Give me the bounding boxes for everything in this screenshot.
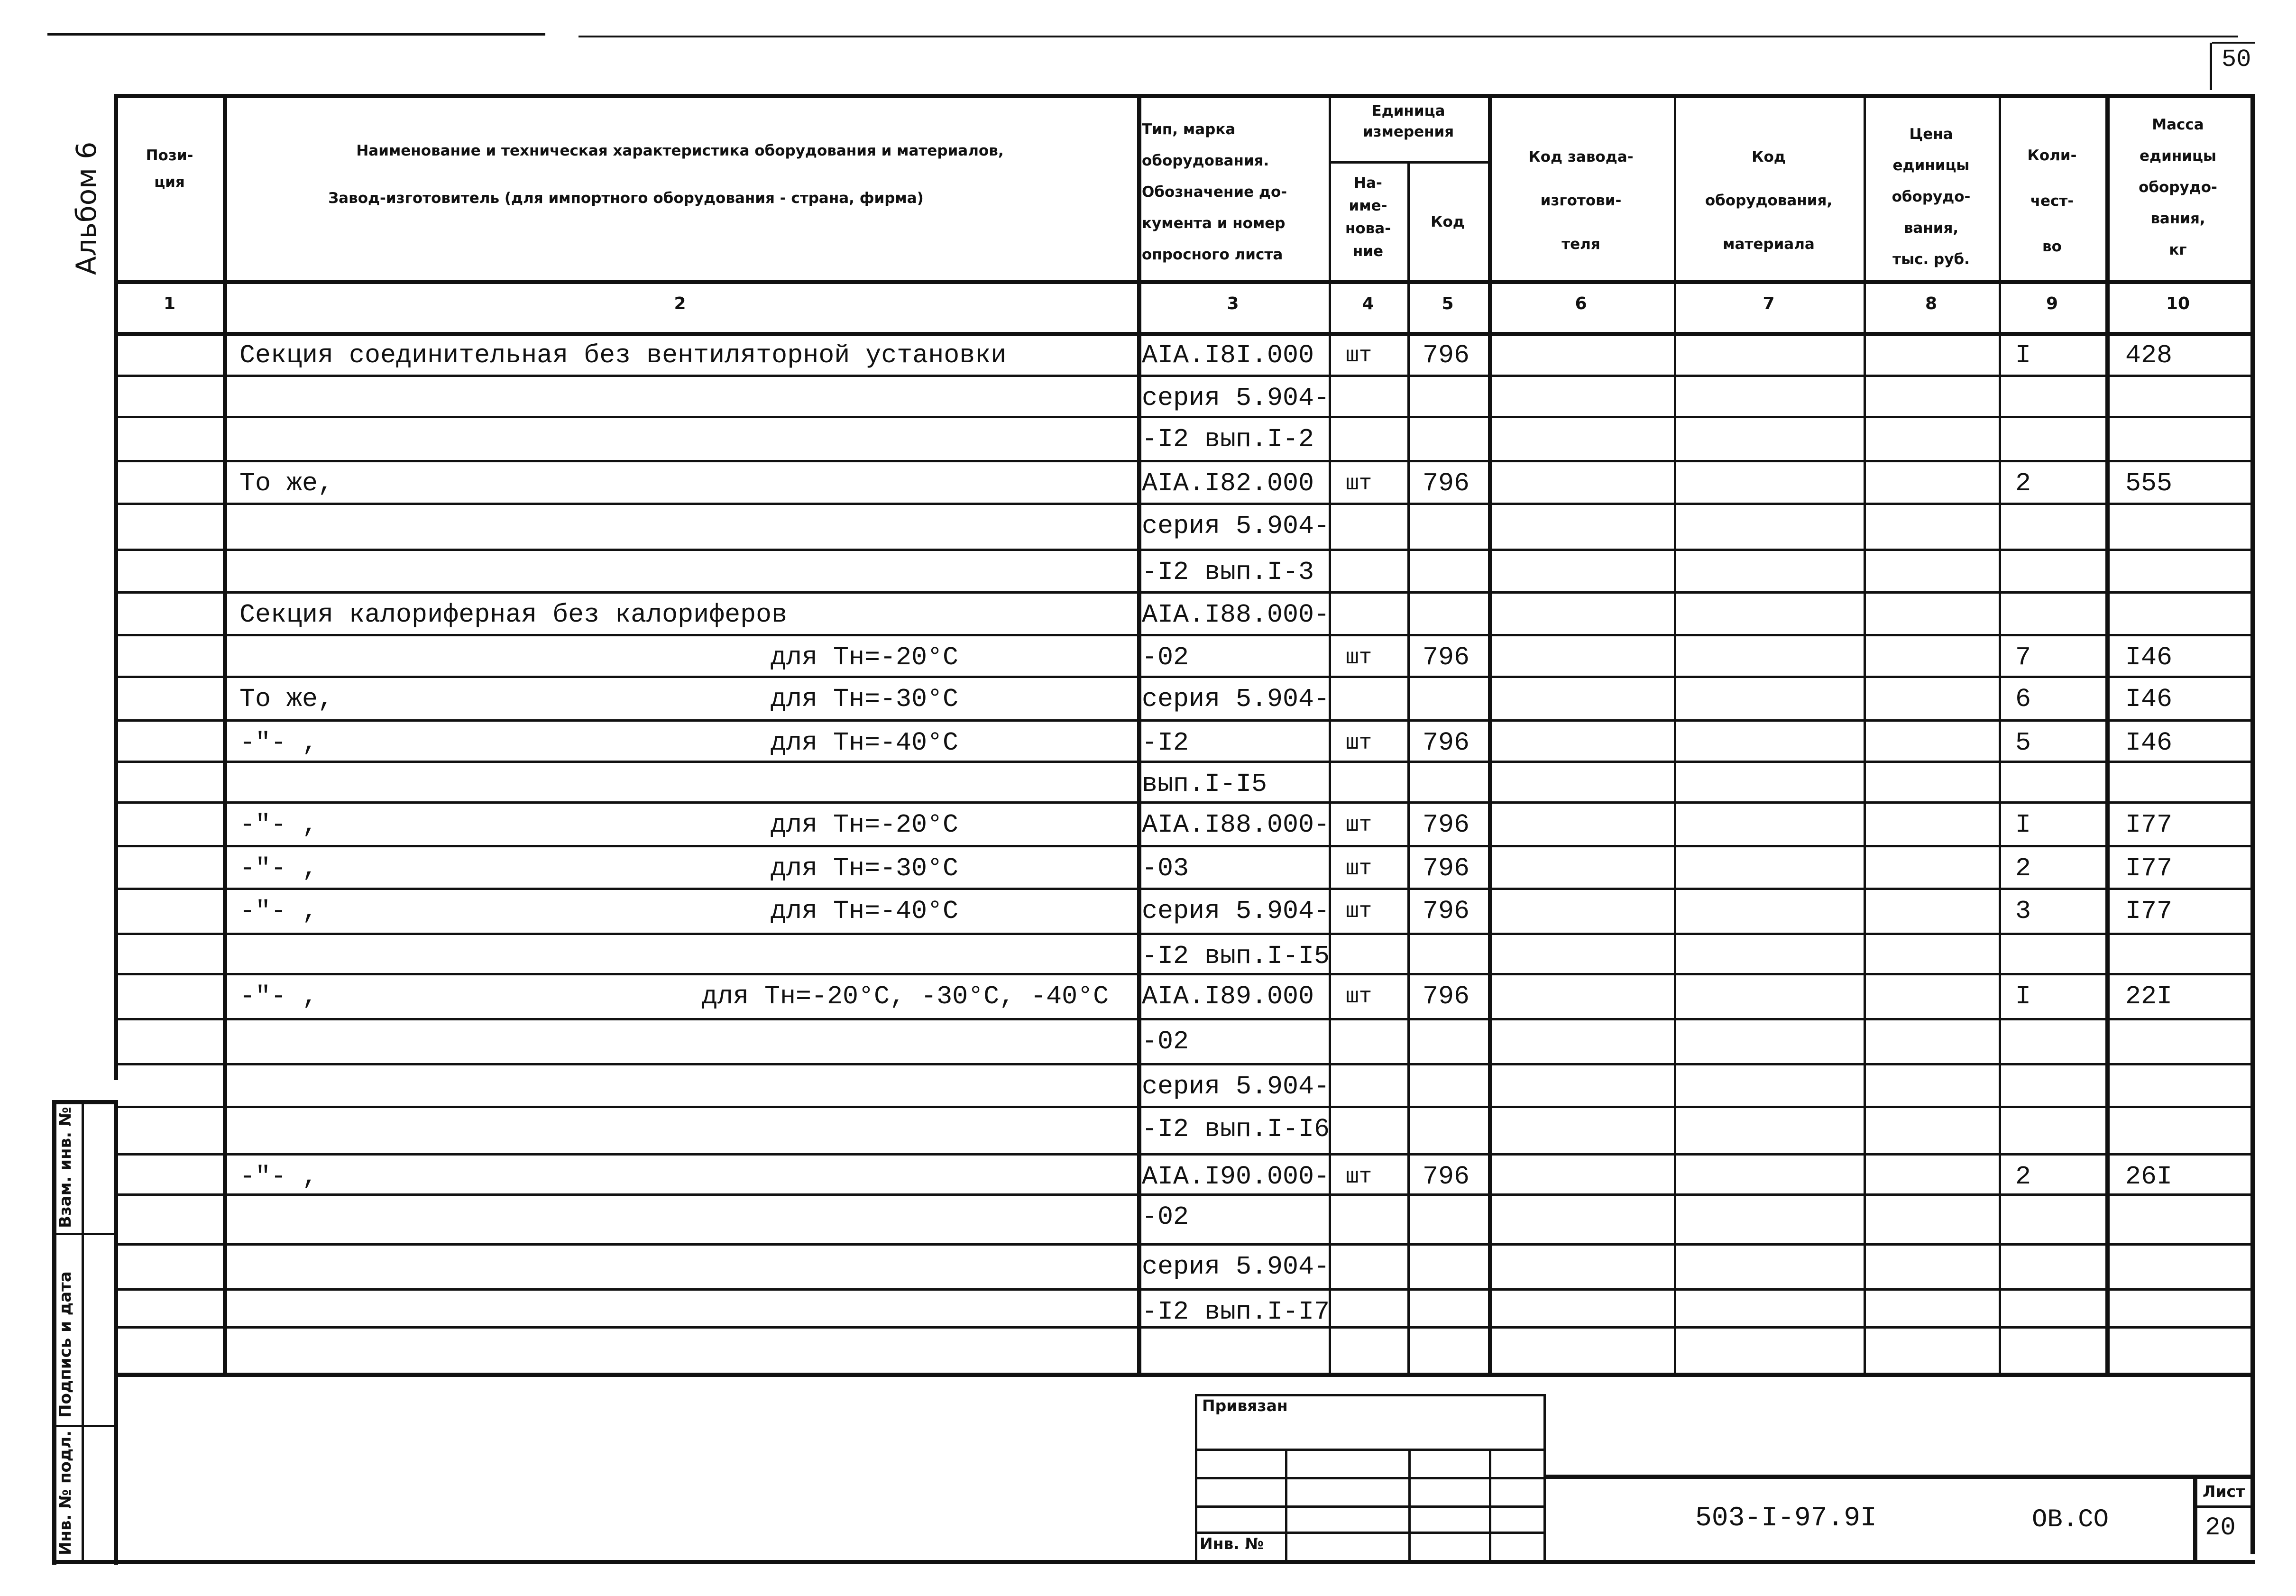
side-stamp-right (114, 1100, 118, 1565)
title-block-top (1546, 1475, 2252, 1479)
side-stamp-inv: Инв. № подл. (56, 1430, 75, 1555)
row-condition: для Тн=-40°С (771, 728, 959, 758)
colnum-4: 4 (1362, 294, 1374, 313)
row-type: -02 (1142, 642, 1189, 672)
row-mass: 555 (2125, 468, 2173, 498)
row-mass: I77 (2125, 810, 2173, 840)
row-divider (114, 801, 2252, 804)
row-name: То же, (239, 468, 334, 498)
table-right-border (2250, 94, 2255, 1554)
top-rule (47, 33, 545, 36)
doc-code: 503-I-97.9I (1695, 1503, 1877, 1534)
colnum-2: 2 (674, 294, 686, 313)
row-type: AIA.I88.000- (1142, 600, 1330, 630)
row-unit-code: 796 (1423, 896, 1470, 926)
col-divider-1 (223, 94, 227, 1374)
privyazan-vline3 (1489, 1449, 1491, 1560)
row-name: -"- , (239, 896, 318, 926)
row-type: AIA.I88.000- (1142, 810, 1330, 840)
row-type: серия 5.904- (1142, 684, 1330, 714)
header-factory-code: Код завода- изготови- теля (1528, 148, 1634, 253)
col-divider-8 (1999, 94, 2001, 1374)
colnum-1: 1 (163, 294, 176, 313)
top-rule-2 (579, 36, 2238, 37)
row-type: -I2 (1142, 728, 1189, 758)
row-mass: I77 (2125, 896, 2173, 926)
row-divider (114, 1106, 2252, 1108)
row-condition: для Тн=-30°С (771, 684, 959, 714)
side-stamp-mid (82, 1100, 84, 1560)
col-divider-7 (1864, 94, 1866, 1374)
table-top-border (114, 94, 2255, 98)
row-condition: для Тн=-20°С (771, 810, 959, 840)
row-name: -"- , (239, 981, 318, 1011)
row-quantity: I (2015, 810, 2031, 840)
table-left-border (114, 94, 118, 1080)
row-unit-code: 796 (1423, 728, 1470, 758)
row-divider (114, 503, 2252, 505)
row-mass: 22I (2125, 981, 2173, 1011)
privyazan-line2 (1195, 1477, 1546, 1479)
row-divider (114, 1193, 2252, 1196)
colnum-5: 5 (1442, 294, 1454, 313)
row-divider (114, 1288, 2252, 1291)
row-unit-code: 796 (1423, 1162, 1470, 1192)
row-quantity: 2 (2015, 468, 2031, 498)
row-type: -I2 вып.I-I6 (1142, 1114, 1330, 1144)
row-mass: I46 (2125, 684, 2173, 714)
row-mass: I77 (2125, 853, 2173, 883)
privyazan-line3 (1195, 1505, 1546, 1508)
row-condition: для Тн=-40°С (771, 896, 959, 926)
row-divider (114, 416, 2252, 418)
row-quantity: 6 (2015, 684, 2031, 714)
header-mass: Масса единицы оборудо- вания, кг (2139, 116, 2217, 258)
row-type: -02 (1142, 1027, 1189, 1056)
album-label: Альбом 6 (70, 141, 102, 275)
list-label: Лист (2203, 1482, 2245, 1501)
side-stamp-bottom (52, 1560, 2255, 1564)
header-bottom-border (114, 280, 2255, 284)
row-divider (114, 719, 2252, 722)
row-unit: шт (1346, 343, 1372, 368)
row-unit-code: 796 (1423, 340, 1470, 370)
row-name: Секция соединительная без вентиляторной установки (239, 340, 1007, 370)
row-unit: шт (1346, 1165, 1372, 1189)
row-divider (114, 460, 2252, 462)
row-divider (114, 375, 2252, 377)
privyazan-line4 (1195, 1532, 1546, 1534)
row-unit-code: 796 (1423, 642, 1470, 672)
row-quantity: I (2015, 340, 2031, 370)
row-type: -I2 вып.I-3 (1142, 557, 1314, 587)
row-condition: для Тн=-20°С (771, 642, 959, 672)
row-mass: 26I (2125, 1162, 2173, 1192)
row-divider (114, 1018, 2252, 1020)
page-number-frame (2210, 43, 2212, 90)
colnum-10: 10 (2166, 294, 2190, 313)
side-stamp-div2 (52, 1425, 116, 1427)
row-divider (114, 1243, 2252, 1246)
row-divider (114, 1063, 2252, 1065)
list-box-left (2193, 1475, 2197, 1562)
colnum-7: 7 (1763, 294, 1775, 313)
colnum-8: 8 (1925, 294, 1938, 313)
colnum-6: 6 (1575, 294, 1587, 313)
header-type: Тип, марка оборудования. Обозначение до- кумента и номер опросного листа (1142, 121, 1287, 263)
row-mass: I46 (2125, 728, 2173, 758)
row-type: AIA.I82.000 (1142, 468, 1314, 498)
row-type: AIA.I8I.000 (1142, 340, 1314, 370)
row-divider (114, 549, 2252, 551)
colnum-3: 3 (1227, 294, 1239, 313)
list-box-mid (2193, 1505, 2252, 1508)
row-name: -"- , (239, 853, 318, 883)
col-divider-4 (1407, 161, 1410, 1374)
header-unit-code: Код (1431, 213, 1465, 230)
header-price: Цена единицы оборудо- вания, тыс. руб. (1892, 126, 1971, 268)
header-unit-group: Единица измерения (1362, 102, 1454, 140)
header-position: Пози- ция (146, 147, 193, 191)
row-unit-code: 796 (1423, 853, 1470, 883)
row-unit: шт (1346, 645, 1372, 670)
row-divider (114, 888, 2252, 890)
row-divider (114, 933, 2252, 935)
row-unit-code: 796 (1423, 468, 1470, 498)
col-divider-2 (1137, 94, 1141, 1374)
page-number-top: 50 (2222, 46, 2251, 73)
privyazan-vline1 (1285, 1449, 1287, 1560)
row-divider (114, 1326, 2252, 1329)
row-type: AIA.I90.000- (1142, 1162, 1330, 1192)
col-divider-9 (2105, 94, 2110, 1374)
side-stamp-vzam: Взам. инв. № (56, 1107, 75, 1228)
table-body-bottom (114, 1373, 2255, 1377)
list-value: 20 (2205, 1513, 2236, 1542)
row-name: То же, (239, 684, 334, 714)
row-quantity: 3 (2015, 896, 2031, 926)
row-condition: для Тн=-20°С, -30°С, -40°С (702, 981, 1109, 1011)
row-unit-code: 796 (1423, 810, 1470, 840)
row-name: -"- , (239, 810, 318, 840)
row-mass: 428 (2125, 340, 2173, 370)
row-type: AIA.I89.000 (1142, 981, 1314, 1011)
row-quantity: 5 (2015, 728, 2031, 758)
side-stamp-podpis: Подпись и дата (56, 1271, 75, 1418)
row-quantity: 7 (2015, 642, 2031, 672)
colnum-bottom-border (114, 332, 2255, 336)
row-type: вып.I-I5 (1142, 769, 1267, 799)
row-type: серия 5.904- (1142, 896, 1330, 926)
privyazan-line1 (1195, 1449, 1546, 1451)
row-quantity: I (2015, 981, 2031, 1011)
row-name: -"- , (239, 728, 318, 758)
row-divider (114, 1153, 2252, 1156)
row-unit-code: 796 (1423, 981, 1470, 1011)
row-type: серия 5.904- (1142, 511, 1330, 541)
header-unit-name: На- име- нова- ние (1345, 174, 1391, 260)
header-quantity: Коли- чест- во (2027, 147, 2077, 255)
row-quantity: 2 (2015, 1162, 2031, 1192)
row-type: -I2 вып.I-I5 (1142, 941, 1330, 971)
row-quantity: 2 (2015, 853, 2031, 883)
row-type: серия 5.904- (1142, 383, 1330, 413)
row-divider (114, 845, 2252, 847)
row-type: -03 (1142, 853, 1189, 883)
colnum-9: 9 (2046, 294, 2058, 313)
row-divider (114, 973, 2252, 975)
row-unit: шт (1346, 856, 1372, 881)
unit-subheader-line (1329, 161, 1488, 164)
header-equipment-code: Код оборудования, материала (1705, 148, 1833, 253)
col-divider-5 (1488, 94, 1492, 1374)
privyazan-label: Привязан (1202, 1396, 1288, 1415)
inv-no-label: Инв. № (1200, 1534, 1264, 1553)
doc-mark: ОВ.СО (2032, 1505, 2109, 1534)
privyazan-vline2 (1408, 1449, 1411, 1560)
row-unit: шт (1346, 471, 1372, 496)
page-number-frame-top (2212, 42, 2255, 44)
row-divider (114, 634, 2252, 636)
row-type: серия 5.904- (1142, 1252, 1330, 1282)
row-name: Секция калориферная без калориферов (239, 600, 788, 630)
row-unit: шт (1346, 731, 1372, 755)
row-mass: I46 (2125, 642, 2173, 672)
row-unit: шт (1346, 813, 1372, 837)
row-name: -"- , (239, 1162, 318, 1192)
row-divider (114, 591, 2252, 594)
row-condition: для Тн=-30°С (771, 853, 959, 883)
row-type: -I2 вып.I-2 (1142, 424, 1314, 454)
row-type: -02 (1142, 1202, 1189, 1232)
header-name-line2: Завод-изготовитель (для импортного оборудования - страна, фирма) (328, 190, 924, 207)
row-unit: шт (1346, 899, 1372, 924)
side-stamp-top (52, 1100, 116, 1104)
row-unit: шт (1346, 984, 1372, 1009)
side-stamp-div1 (52, 1233, 116, 1235)
col-divider-6 (1674, 94, 1676, 1374)
header-name-line1: Наименование и техническая характеристика оборудования и материалов, (356, 142, 1004, 159)
row-divider (114, 761, 2252, 763)
row-divider (114, 676, 2252, 678)
row-type: серия 5.904- (1142, 1072, 1330, 1101)
row-type: -I2 вып.I-I7 (1142, 1297, 1330, 1327)
